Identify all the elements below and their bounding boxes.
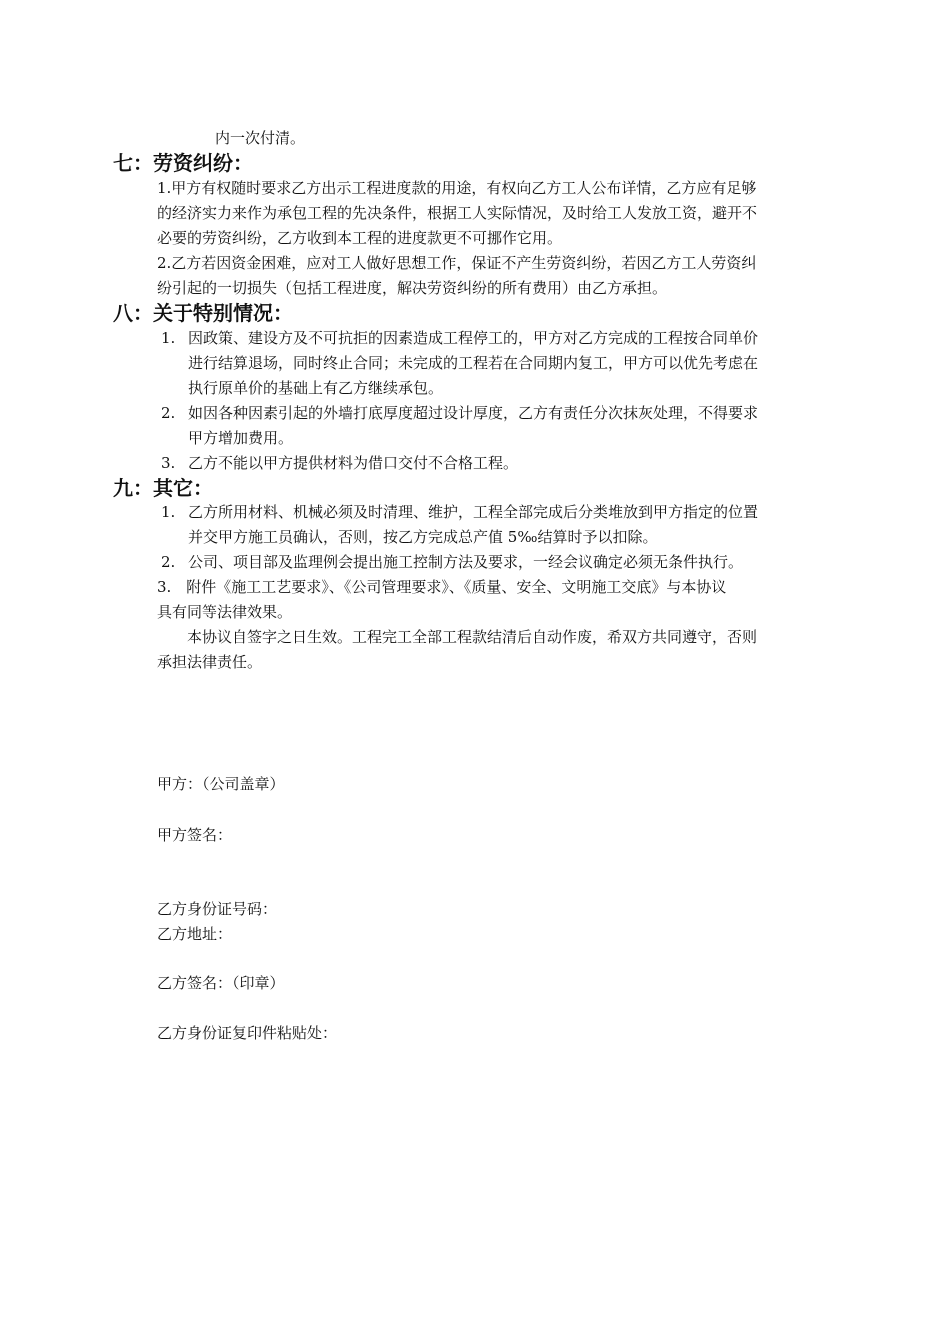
section-8-item-1-line-3: 执行原单价的基础上有乙方继续承包。 [188,379,444,397]
section-7-heading: 七：劳资纠纷： [113,151,253,175]
section-7-para-1-line-3: 必要的劳资纠纷，乙方收到本工程的进度款更不可挪作它用。 [157,229,563,247]
party-b-address: 乙方地址： [157,925,233,943]
closing-line-2: 承担法律责任。 [157,653,263,671]
section-8-item-2-line-2: 甲方增加费用。 [188,429,294,447]
section-9-item-2-line-1: 公司、项目部及监理例会提出施工控制方法及要求，一经会议确定必须无条件执行。 [188,553,744,571]
party-b-id-number: 乙方身份证号码： [157,900,278,918]
section-9-item-1-line-1: 乙方所用材料、机械必须及时清理、维护，工程全部完成后分类堆放到甲方指定的位置 [188,503,759,521]
section-7-para-1-line-1: 1.甲方有权随时要求乙方出示工程进度款的用途，有权向乙方工人公布详情，乙方应有足够 [157,179,757,197]
section-8-item-1-line-1: 因政策、建设方及不可抗拒的因素造成工程停工的，甲方对乙方完成的工程按合同单价 [188,329,759,347]
section-8-item-3-number: 3. [161,454,176,472]
party-a-seal: 甲方：（公司盖章） [157,775,285,793]
section-8-item-2-number: 2. [161,404,176,422]
section-9-heading: 九：其它： [113,476,213,500]
section-9-item-1-number: 1. [161,503,176,521]
section-9-item-1-line-2: 并交甲方施工员确认，否则，按乙方完成总产值 5‰结算时予以扣除。 [188,528,658,546]
closing-line-1: 本协议自签字之日生效。工程完工全部工程款结清后自动作废，希双方共同遵守，否则 [157,628,758,646]
section-9-item-3-line-2: 具有同等法律效果。 [157,603,293,621]
section-9-item-2-number: 2. [161,553,176,571]
section-8-item-1-line-2: 进行结算退场，同时终止合同；未完成的工程若在合同期内复工，甲方可以优先考虑在 [188,354,759,372]
section-7-para-2-line-1: 2.乙方若因资金困难，应对工人做好思想工作，保证不产生劳资纠纷，若因乙方工人劳资纠 [157,254,757,272]
section-8-item-3-line-1: 乙方不能以甲方提供材料为借口交付不合格工程。 [188,454,519,472]
party-b-id-copy-area: 乙方身份证复印件粘贴处： [157,1024,338,1042]
lead-line: 内一次付清。 [215,129,306,147]
section-8-item-1-number: 1. [161,329,176,347]
party-a-signature: 甲方签名： [157,826,233,844]
party-b-signature: 乙方签名：（印章） [157,974,285,992]
section-7-para-1-line-2: 的经济实力来作为承包工程的先决条件，根据工人实际情况，及时给工人发放工资，避开不 [157,204,758,222]
section-8-heading: 八：关于特别情况： [113,301,293,325]
section-7-para-2-line-2: 纷引起的一切损失（包括工程进度，解决劳资纠纷的所有费用）由乙方承担。 [157,279,668,297]
section-8-item-2-line-1: 如因各种因素引起的外墙打底厚度超过设计厚度，乙方有责任分次抹灰处理，不得要求 [188,404,759,422]
section-9-item-3-line-1: 3. 附件《施工工艺要求》、《公司管理要求》、《质量、安全、文明施工交底》与本协议 [157,578,727,596]
